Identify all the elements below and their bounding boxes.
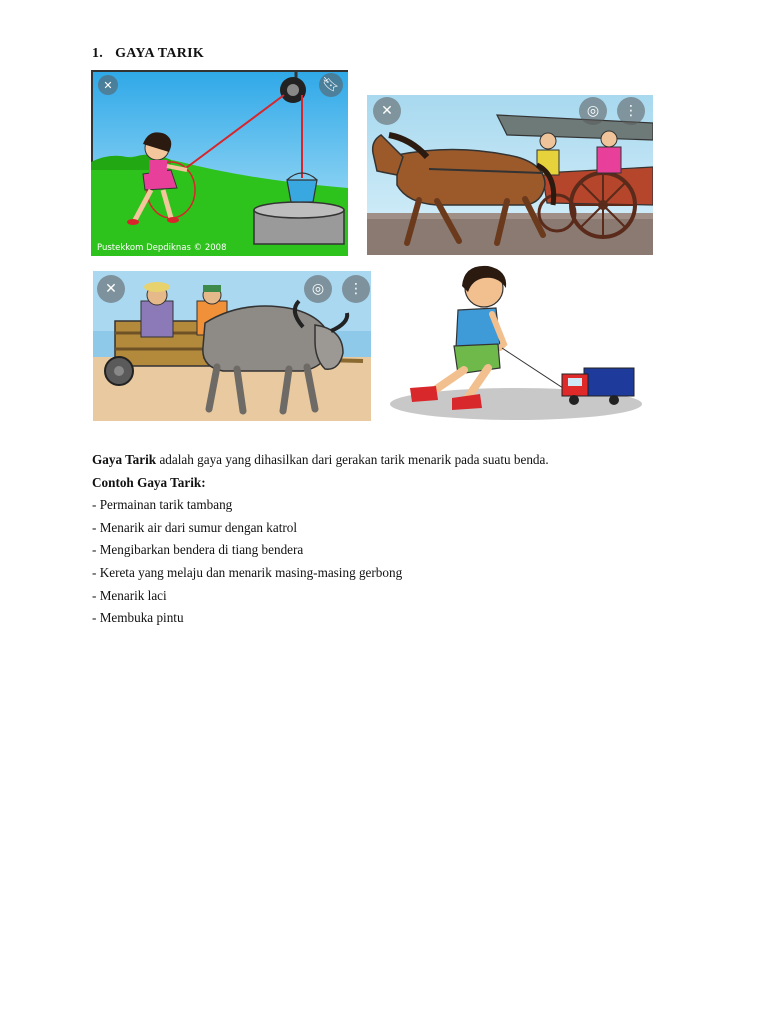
list-item: - Menarik laci xyxy=(92,587,167,603)
visual-search-button[interactable] xyxy=(304,275,332,303)
image-boy-toy-truck xyxy=(388,262,644,424)
pulley-well-illustration xyxy=(91,70,348,256)
list-item: - Membuka pintu xyxy=(92,610,184,626)
more-options-button[interactable] xyxy=(617,97,645,125)
examples-heading: Contoh Gaya Tarik: xyxy=(92,474,206,490)
lens-icon: ◎ xyxy=(586,103,600,119)
more-options-button[interactable] xyxy=(342,275,370,303)
lens-icon: ◎ xyxy=(311,281,325,297)
boy-toy-truck-illustration xyxy=(388,262,644,424)
visual-search-button[interactable] xyxy=(579,97,607,125)
image-pulley-well[interactable] xyxy=(91,70,348,256)
definition-term: Gaya Tarik xyxy=(92,452,157,467)
definition-paragraph xyxy=(92,449,692,472)
more-icon: ⋮ xyxy=(624,103,638,119)
list-item: - Permainan tarik tambang xyxy=(92,497,233,513)
close-button[interactable] xyxy=(97,275,125,303)
list-item: - Mengibarkan bendera di tiang bendera xyxy=(92,542,304,558)
list-item: - Kereta yang melaju dan menarik masing-masing gerbong xyxy=(92,564,403,580)
bookmark-button[interactable] xyxy=(319,73,343,97)
bookmark-icon: 🔖︎ xyxy=(322,77,340,93)
image-buffalo-cart[interactable] xyxy=(93,271,371,421)
image-horse-cart[interactable] xyxy=(367,95,653,255)
close-icon: ✕ xyxy=(103,78,113,92)
list-item: - Menarik air dari sumur dengan katrol xyxy=(92,519,298,535)
examples-list xyxy=(92,494,692,630)
image-caption: Pustekkom Depdiknas © 2008 xyxy=(97,243,227,253)
heading-title: GAYA TARIK xyxy=(115,46,205,61)
section-heading xyxy=(92,46,204,62)
more-icon: ⋮ xyxy=(349,281,363,297)
heading-number: 1. xyxy=(92,46,104,61)
close-icon: ✕ xyxy=(105,281,117,297)
horse-cart-illustration xyxy=(367,95,653,255)
close-button[interactable] xyxy=(373,97,401,125)
definition-text: adalah gaya yang dihasilkan dari gerakan tarik menarik pada suatu benda. xyxy=(156,452,549,467)
close-button[interactable] xyxy=(98,75,118,95)
content-text xyxy=(92,449,692,630)
close-icon: ✕ xyxy=(381,103,393,119)
